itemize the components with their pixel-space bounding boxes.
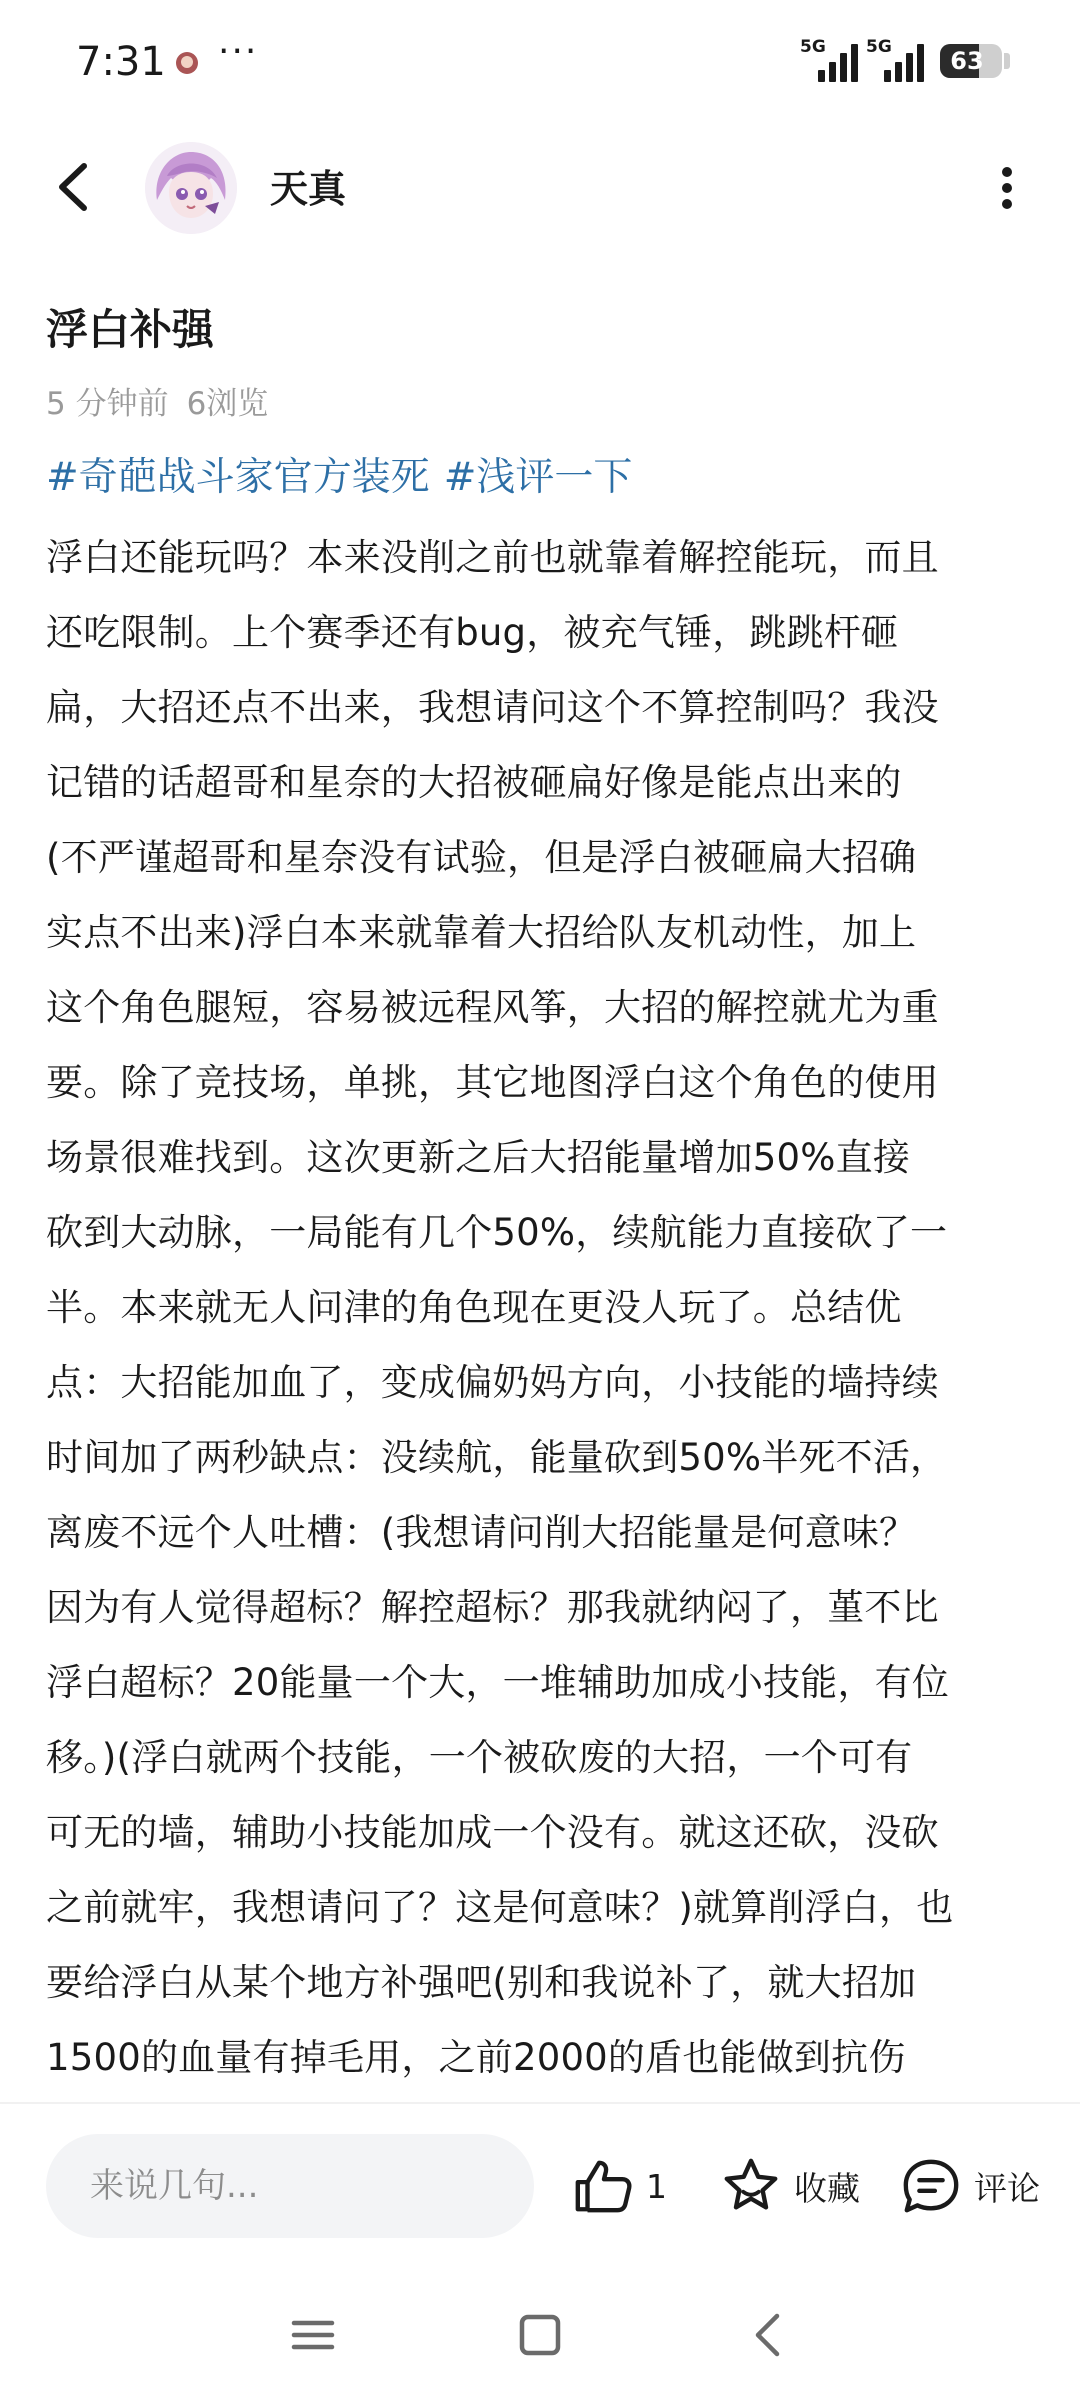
post-body-line: 因为有人觉得超标？解控超标？那我就纳闷了，堇不比: [46, 1586, 939, 1629]
status-more-icon: ···: [218, 31, 259, 72]
signal-strength-icon: [800, 38, 862, 82]
home-square-icon: [505, 2300, 575, 2370]
favorite-label: 收藏: [794, 2168, 860, 2208]
topic-tags: [46, 450, 632, 506]
post-body-line: 要给浮白从某个地方补强吧(别和我说补了，就大招加: [46, 1961, 917, 2004]
signal-bars-icon: [882, 42, 928, 82]
post-body-line: 实点不出来)浮白本来就靠着大招给队友机动性，加上: [46, 911, 917, 954]
post-body-line: 还吃限制。上个赛季还有bug，被充气锤，跳跳杆砸: [46, 611, 899, 654]
back-button[interactable]: [40, 152, 110, 222]
status-bar: [0, 0, 1080, 120]
author-name[interactable]: 天真: [270, 167, 347, 211]
post-body-line: 1500的血量有掉毛用，之前2000的盾也能做到抗伤: [46, 2036, 906, 2079]
like-button[interactable]: [572, 2134, 667, 2238]
post-header: [0, 130, 1080, 250]
chat-bubble-icon: [900, 2155, 962, 2217]
post-body-line: 离废不远个人吐槽：(我想请问削大招能量是何意味？: [46, 1511, 917, 1554]
post-body-line: 半。本来就无人问津的角色现在更没人玩了。总结优: [46, 1286, 902, 1329]
post-body-line: 可无的墙，辅助小技能加成一个没有。就这还砍，没砍: [46, 1811, 939, 1854]
post-meta: [46, 384, 268, 424]
signal-bars-icon: [816, 42, 862, 82]
post-body-line: 点：大招能加血了，变成偏奶妈方向，小技能的墙持续: [46, 1361, 939, 1404]
comment-label: 评论: [974, 2168, 1040, 2208]
more-vertical-icon: [982, 150, 1032, 226]
comment-input[interactable]: [46, 2134, 534, 2238]
post-body-line: 要。除了竞技场，单挑，其它地图浮白这个角色的使用: [46, 1061, 939, 1104]
nav-back-button[interactable]: [733, 2300, 803, 2370]
post-body-line: 时间加了两秒缺点：没续航，能量砍到50%半死不活，: [46, 1436, 948, 1479]
anime-avatar-icon: [145, 142, 237, 234]
battery-icon: [940, 44, 1002, 78]
chevron-left-icon: [40, 152, 110, 222]
post-body-line: 场景很难找到。这次更新之后大招能量增加50%直接: [46, 1136, 911, 1179]
topic-tag[interactable]: #奇葩战斗家官方装死: [46, 455, 430, 500]
more-options-button[interactable]: [982, 150, 1032, 226]
signal-strength-icon: [866, 38, 928, 82]
bottom-action-bar: [0, 2102, 1080, 2274]
comment-button[interactable]: [900, 2134, 1040, 2238]
notification-avatar-icon: [176, 52, 198, 74]
menu-icon: [278, 2300, 348, 2370]
system-navigation-bar: [0, 2272, 1080, 2400]
post-body-line: 扁，大招还点不出来，我想请问这个不算控制吗？我没: [46, 686, 939, 729]
post-body-line: 浮白超标？20能量一个大，一堆辅助加成小技能，有位: [46, 1661, 950, 1704]
star-icon: [720, 2155, 782, 2217]
post-body-line: (不严谨超哥和星奈没有试验，但是浮白被砸扁大招确: [46, 836, 917, 879]
nav-menu-button[interactable]: [278, 2300, 348, 2370]
topic-tag[interactable]: #浅评一下: [443, 455, 633, 500]
nav-home-button[interactable]: [505, 2300, 575, 2370]
post-views: 6浏览: [186, 386, 269, 422]
post-body-line: 之前就牢，我想请问了？这是何意味？)就算削浮白，也: [46, 1886, 954, 1929]
battery-nub: [1004, 53, 1010, 69]
post-body-line: 砍到大动脉，一局能有几个50%，续航能力直接砍了一: [46, 1211, 948, 1254]
favorite-button[interactable]: [720, 2134, 860, 2238]
status-time: 7:31: [76, 39, 166, 85]
post-body-line: 这个角色腿短，容易被远程风筝，大招的解控就尤为重: [46, 986, 939, 1029]
post-body-line: 记错的话超哥和星奈的大招被砸扁好像是能点出来的: [46, 761, 902, 804]
thumbs-up-icon: [572, 2155, 634, 2217]
network-type-label: 5G: [800, 37, 826, 57]
post-title: 浮白补强: [46, 305, 215, 354]
post-body: [46, 520, 1036, 2100]
like-count: 1: [646, 2166, 667, 2206]
battery-percentage: 63: [950, 47, 984, 75]
back-chevron-icon: [733, 2300, 803, 2370]
author-avatar[interactable]: [145, 142, 237, 234]
post-body-line: 移。)(浮白就两个技能，一个被砍废的大招，一个可有: [46, 1736, 913, 1779]
post-body-line: 浮白还能玩吗？本来没削之前也就靠着解控能玩，而且: [46, 536, 939, 579]
network-type-label: 5G: [866, 37, 892, 57]
post-time: 5 分钟前: [46, 386, 169, 422]
